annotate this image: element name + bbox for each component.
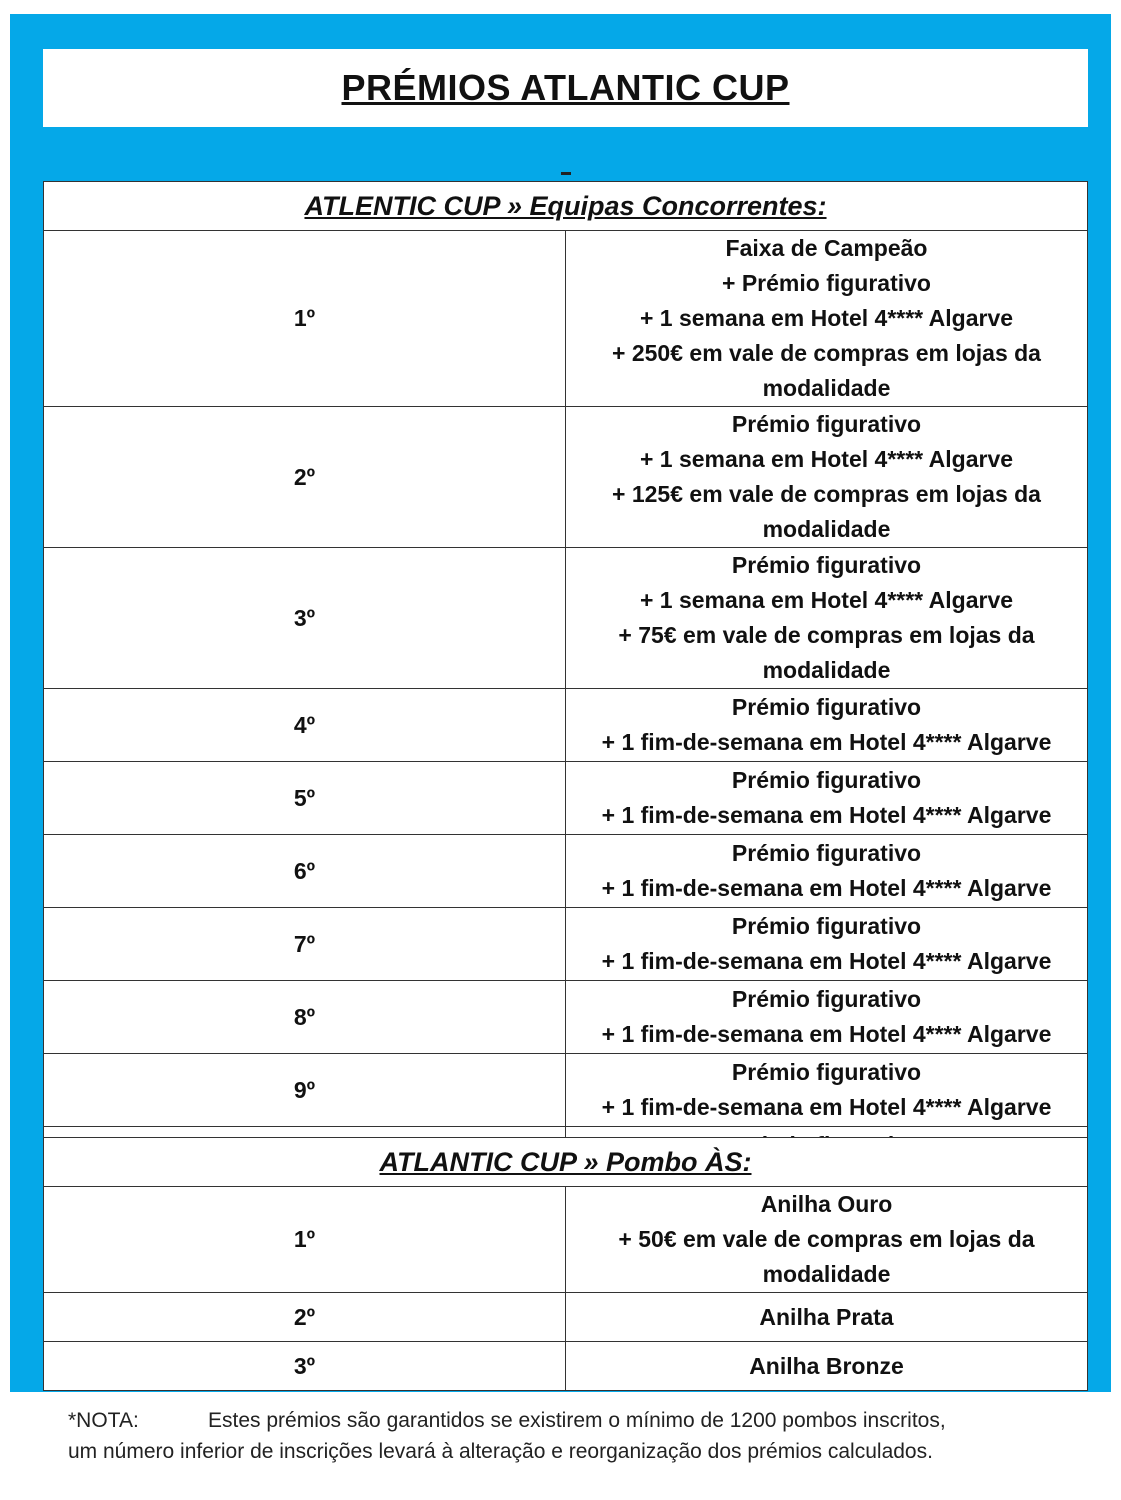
place-cell: 9º bbox=[44, 1054, 566, 1127]
place-cell: 3º bbox=[44, 1342, 566, 1391]
prize-line: + 1 fim-de-semana em Hotel 4**** Algarve bbox=[601, 802, 1052, 828]
place-cell: 7º bbox=[44, 908, 566, 981]
place-cell: 1º bbox=[44, 231, 566, 407]
prize-line: Prémio figurativo bbox=[731, 913, 922, 939]
prize-line: + 50€ em vale de compras em lojas da modalidade bbox=[618, 1226, 1035, 1287]
prize-cell bbox=[566, 1293, 1088, 1342]
prize-line: + 1 fim-de-semana em Hotel 4**** Algarve bbox=[601, 1021, 1052, 1047]
prize-line: + 1 fim-de-semana em Hotel 4**** Algarve bbox=[601, 948, 1052, 974]
ace-prize-table bbox=[43, 1137, 1088, 1391]
place-cell: 1º bbox=[44, 1187, 566, 1293]
prize-line: Anilha Ouro bbox=[760, 1191, 893, 1217]
prize-cell bbox=[566, 835, 1088, 908]
page-title: PRÉMIOS ATLANTIC CUP bbox=[341, 67, 790, 108]
prize-cell bbox=[566, 908, 1088, 981]
place-cell: 3º bbox=[44, 548, 566, 689]
place-cell: 5º bbox=[44, 762, 566, 835]
prize-line: Prémio figurativo bbox=[731, 411, 922, 437]
ace-table-header-row bbox=[44, 1138, 1088, 1187]
prize-line: + 1 semana em Hotel 4**** Algarve bbox=[639, 446, 1014, 472]
table-row bbox=[44, 1342, 1088, 1391]
place-cell: 8º bbox=[44, 981, 566, 1054]
prize-line: Prémio figurativo bbox=[731, 552, 922, 578]
table-row bbox=[44, 981, 1088, 1054]
prize-line: Prémio figurativo bbox=[731, 986, 922, 1012]
prize-cell bbox=[566, 981, 1088, 1054]
teams-table-header-row bbox=[44, 182, 1088, 231]
table-row bbox=[44, 762, 1088, 835]
place-cell: 2º bbox=[44, 1293, 566, 1342]
place-cell: 2º bbox=[44, 407, 566, 548]
teams-table-heading: ATLENTIC CUP » Equipas Concorrentes: bbox=[44, 182, 1088, 231]
place-cell: 4º bbox=[44, 689, 566, 762]
prize-line: + 1 fim-de-semana em Hotel 4**** Algarve bbox=[601, 1094, 1052, 1120]
prize-line: + Prémio figurativo bbox=[722, 270, 931, 296]
prize-line: Prémio figurativo bbox=[731, 1059, 922, 1085]
table-row bbox=[44, 1187, 1088, 1293]
prize-cell bbox=[566, 407, 1088, 548]
table-row bbox=[44, 1054, 1088, 1127]
separator-dash bbox=[561, 172, 571, 175]
prize-cell bbox=[566, 1054, 1088, 1127]
prize-line: + 250€ em vale de compras em lojas da modalidade bbox=[612, 340, 1041, 401]
prize-line: + 125€ em vale de compras em lojas da modalidade bbox=[612, 481, 1041, 542]
prize-cell bbox=[566, 1187, 1088, 1293]
prize-line: Anilha Bronze bbox=[749, 1352, 904, 1379]
table-row bbox=[44, 908, 1088, 981]
footnote-label: *NOTA: bbox=[68, 1409, 139, 1432]
table-row bbox=[44, 407, 1088, 548]
prize-line: Prémio figurativo bbox=[731, 840, 922, 866]
title-box bbox=[43, 49, 1088, 127]
ace-table-heading: ATLANTIC CUP » Pombo ÀS: bbox=[44, 1138, 1088, 1187]
prize-line: Faixa de Campeão bbox=[725, 235, 928, 261]
footnote-line-1 bbox=[68, 1405, 1078, 1436]
prize-cell bbox=[566, 689, 1088, 762]
prize-line: + 75€ em vale de compras em lojas da modalidade bbox=[618, 622, 1035, 683]
table-row bbox=[44, 689, 1088, 762]
footnote-line-2: um número inferior de inscrições levará à alteração e reorganização dos prémios calculados. bbox=[68, 1440, 933, 1463]
prize-cell bbox=[566, 762, 1088, 835]
table-row bbox=[44, 1293, 1088, 1342]
prize-cell bbox=[566, 1342, 1088, 1391]
prize-line: Anilha Prata bbox=[759, 1303, 894, 1330]
table-row bbox=[44, 835, 1088, 908]
prize-line: + 1 fim-de-semana em Hotel 4**** Algarve bbox=[601, 729, 1052, 755]
prize-line: Prémio figurativo bbox=[731, 694, 922, 720]
prize-line: Prémio figurativo bbox=[731, 767, 922, 793]
prize-line: + 1 semana em Hotel 4**** Algarve bbox=[639, 587, 1014, 613]
footnote-text-1: Estes prémios são garantidos se existirem o mínimo de 1200 pombos inscritos, bbox=[208, 1409, 946, 1432]
footnote bbox=[68, 1405, 1078, 1467]
prize-line: + 1 fim-de-semana em Hotel 4**** Algarve bbox=[601, 875, 1052, 901]
prize-cell bbox=[566, 548, 1088, 689]
table-row bbox=[44, 231, 1088, 407]
prize-line: + 1 semana em Hotel 4**** Algarve bbox=[639, 305, 1014, 331]
teams-prize-table bbox=[43, 181, 1088, 1200]
table-row bbox=[44, 548, 1088, 689]
prize-cell bbox=[566, 231, 1088, 407]
place-cell: 6º bbox=[44, 835, 566, 908]
